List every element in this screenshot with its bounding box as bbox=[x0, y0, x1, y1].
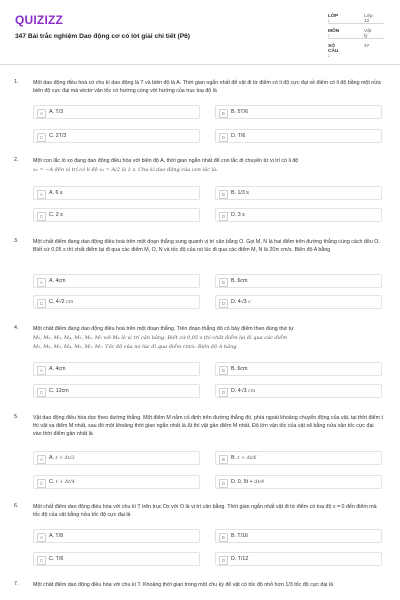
option-label: A. 6 s bbox=[49, 189, 63, 196]
option-label: D. 3 s bbox=[231, 211, 245, 218]
option-b[interactable] bbox=[215, 186, 382, 200]
option-label: B. 6cm bbox=[231, 277, 248, 284]
question-text: Một chất điểm đang dao động điều hoà trên một đoạn thẳng xung quanh vị trí cân bằng O. Gọi M, N là hai điểm trên đường thẳng cùng cách đều O. Biết cứ 0,05 s thì chất điểm lại đi qua các điểm M, O, N và tốc độ của nó lúc đi qua các điểm M, N là 20π cm/s. Biên độ A bằng bbox=[33, 239, 380, 254]
option-label: A. T/3 bbox=[49, 108, 64, 115]
option-label: A. T/8 bbox=[49, 532, 64, 539]
option-label: A. bbox=[49, 454, 55, 461]
meta-divider bbox=[328, 38, 384, 39]
question-number: 2. bbox=[14, 157, 19, 163]
option-letter: D bbox=[219, 388, 228, 397]
option-b[interactable] bbox=[215, 451, 382, 465]
question-number: 3. bbox=[14, 238, 19, 244]
option-a[interactable] bbox=[33, 274, 200, 288]
option-letter: C bbox=[37, 479, 46, 488]
question-math-line-2: M₁, M₂, M₃, M₄, M₅, M₆, M₇. Tốc độ của nó lúc đi qua điểm cm/s. Biên độ A bằng bbox=[33, 344, 237, 350]
option-c[interactable] bbox=[33, 384, 200, 398]
option-unit: t + Δt/4 bbox=[55, 479, 75, 485]
option-letter: A bbox=[37, 109, 46, 118]
option-letter: C bbox=[37, 133, 46, 142]
question-number: 5. bbox=[14, 414, 19, 420]
option-letter: B bbox=[219, 278, 228, 287]
option-letter: C bbox=[37, 299, 46, 308]
option-d[interactable] bbox=[215, 475, 382, 489]
option-label: B. T/16 bbox=[231, 532, 248, 539]
option-unit: c bbox=[248, 299, 251, 305]
option-b[interactable] bbox=[215, 362, 382, 376]
option-label: C. 4√2 bbox=[49, 298, 65, 305]
question-math: x₁ = −A đến vị trí có li độ x₂ = A/2 là 1 s. Chu kì dao động của con lắc là: bbox=[33, 167, 218, 173]
option-c[interactable] bbox=[33, 208, 200, 222]
option-label: C. bbox=[49, 478, 55, 485]
option-label: D. 0, 5t + bbox=[231, 478, 253, 485]
option-letter: B bbox=[219, 533, 228, 542]
header-divider bbox=[0, 64, 400, 65]
option-letter: C bbox=[37, 212, 46, 221]
option-letter: B bbox=[219, 109, 228, 118]
option-letter: A bbox=[37, 278, 46, 287]
option-letter: D bbox=[219, 479, 228, 488]
option-letter: B bbox=[219, 190, 228, 199]
option-c[interactable] bbox=[33, 129, 200, 143]
question-number: 4. bbox=[14, 325, 19, 331]
option-d[interactable] bbox=[215, 384, 382, 398]
option-unit: cm bbox=[248, 388, 256, 394]
option-c[interactable] bbox=[33, 295, 200, 309]
option-label: C. 2 s bbox=[49, 211, 63, 218]
question-number: 6. bbox=[14, 503, 19, 509]
question-number: 7. bbox=[14, 581, 19, 587]
option-letter: D bbox=[219, 212, 228, 221]
option-d[interactable] bbox=[215, 208, 382, 222]
option-label: D. 4√3 bbox=[231, 298, 247, 305]
meta-subject-value: Vật lý bbox=[364, 29, 372, 39]
option-letter: A bbox=[37, 533, 46, 542]
option-d[interactable] bbox=[215, 295, 382, 309]
option-label: D. 4√3 bbox=[231, 387, 247, 394]
question-text: Một chất điểm dao động điều hòa với chu kì T. Khoảng thời gian trong một chu kỳ để vật có tốc độ nhỏ hơn 1/3 tốc độ cực đại là bbox=[33, 582, 334, 588]
option-letter: C bbox=[37, 556, 46, 565]
option-a[interactable] bbox=[33, 451, 200, 465]
option-unit: Δt/4 bbox=[254, 479, 265, 485]
option-letter: C bbox=[37, 388, 46, 397]
option-label: B. 1/3 s bbox=[231, 189, 249, 196]
option-label: C. T/6 bbox=[49, 555, 64, 562]
option-label: A. 4cm bbox=[49, 277, 66, 284]
option-unit: t + Δt/6 bbox=[237, 455, 257, 461]
option-c[interactable] bbox=[33, 552, 200, 566]
option-letter: D bbox=[219, 299, 228, 308]
meta-subject-label: MÔN : bbox=[328, 29, 340, 39]
option-unit: cm bbox=[66, 299, 74, 305]
option-b[interactable] bbox=[215, 529, 382, 543]
option-a[interactable] bbox=[33, 186, 200, 200]
meta-count-label: SỐ CÂU : bbox=[328, 44, 339, 59]
meta-count-value: 47 bbox=[364, 44, 370, 49]
option-a[interactable] bbox=[33, 362, 200, 376]
option-label: B. 6cm bbox=[231, 365, 248, 372]
option-d[interactable] bbox=[215, 129, 382, 143]
option-label: C. 12cm bbox=[49, 387, 69, 394]
question-text: Một chất điểm đang dao động điều hoà trên một đoạn thẳng. Trên đoạn thẳng đó có bảy điểm theo đúng thứ tự bbox=[33, 326, 294, 332]
meta-divider bbox=[328, 23, 384, 24]
option-letter: D bbox=[219, 133, 228, 142]
question-text: Vật dao động điều hòa dọc theo đường thẳng. Một điểm M nằm cố định trên đường thẳng đó, phía ngoài khoảng chuyển động của vật, tại thời điểm t thì vật xa điểm M nhất, sau đó một khoảng thời gian ngắn nhất là Δt thì vật gần điểm M nhất. Độ lớn vận tốc của vật sẽ bằng nửa vận tốc cực đại vào thời điểm gần nhất là bbox=[33, 415, 383, 438]
option-label: C. 2T/3 bbox=[49, 132, 67, 139]
option-letter: D bbox=[219, 556, 228, 565]
question-text: Một chất điểm dao động điều hòa với chu kì T trên trục Ox với O là vị trí cân bằng. Thời gian ngắn nhất vật đi từ điểm có toạ độ x = 0 đến điểm mà tốc độ của vật bằng nửa tốc độ cực đại là bbox=[33, 504, 377, 519]
worksheet-title: 347 Bài trắc nghiệm Dao động cơ có lời giải chi tiết (P6) bbox=[15, 33, 190, 40]
option-unit: t + Δt/3 bbox=[55, 455, 75, 461]
option-label: A. 4cm bbox=[49, 365, 66, 372]
option-letter: A bbox=[37, 455, 46, 464]
option-letter: A bbox=[37, 366, 46, 375]
option-letter: B bbox=[219, 455, 228, 464]
option-a[interactable] bbox=[33, 529, 200, 543]
meta-grade-label: LỚP : bbox=[328, 14, 339, 24]
option-letter: B bbox=[219, 366, 228, 375]
question-number: 1. bbox=[14, 79, 19, 85]
question-math-line-1: M₁, M₂, M₃, M₄, M₅, M₆, M₇ với M₄ là vị trí cân bằng. Biết cứ 0,05 s thì chất điểm lại đi qua các điểm bbox=[33, 335, 288, 341]
option-letter: A bbox=[37, 190, 46, 199]
worksheet-header bbox=[0, 0, 400, 62]
option-b[interactable] bbox=[215, 274, 382, 288]
option-label: B. 5T/6 bbox=[231, 108, 249, 115]
option-label: B. bbox=[231, 454, 237, 461]
option-label: D. T/6 bbox=[231, 132, 246, 139]
quizizz-logo: QUIZIZZ bbox=[15, 13, 64, 27]
question-text: Một dao động điều hoà có chu kì dao động là T và biên độ là A. Thời gian ngắn nhất để vật đi từ điểm có li độ cực đại về điểm có li độ bằng một nửa biên độ cực đại mà véctơ vận tốc có hướng cùng với hướng của trục toạ độ là bbox=[33, 80, 381, 95]
option-a[interactable] bbox=[33, 105, 200, 119]
option-b[interactable] bbox=[215, 105, 382, 119]
option-label: D. T/12 bbox=[231, 555, 249, 562]
option-d[interactable] bbox=[215, 552, 382, 566]
question-text: Một con lắc lò xo đang dao động điều hòa với biên độ A, thời gian ngắn nhất để con lắc di chuyển từ vị trí có li độ bbox=[33, 158, 299, 164]
meta-grade-value: Lớp 12 bbox=[364, 14, 373, 24]
option-c[interactable] bbox=[33, 475, 200, 489]
